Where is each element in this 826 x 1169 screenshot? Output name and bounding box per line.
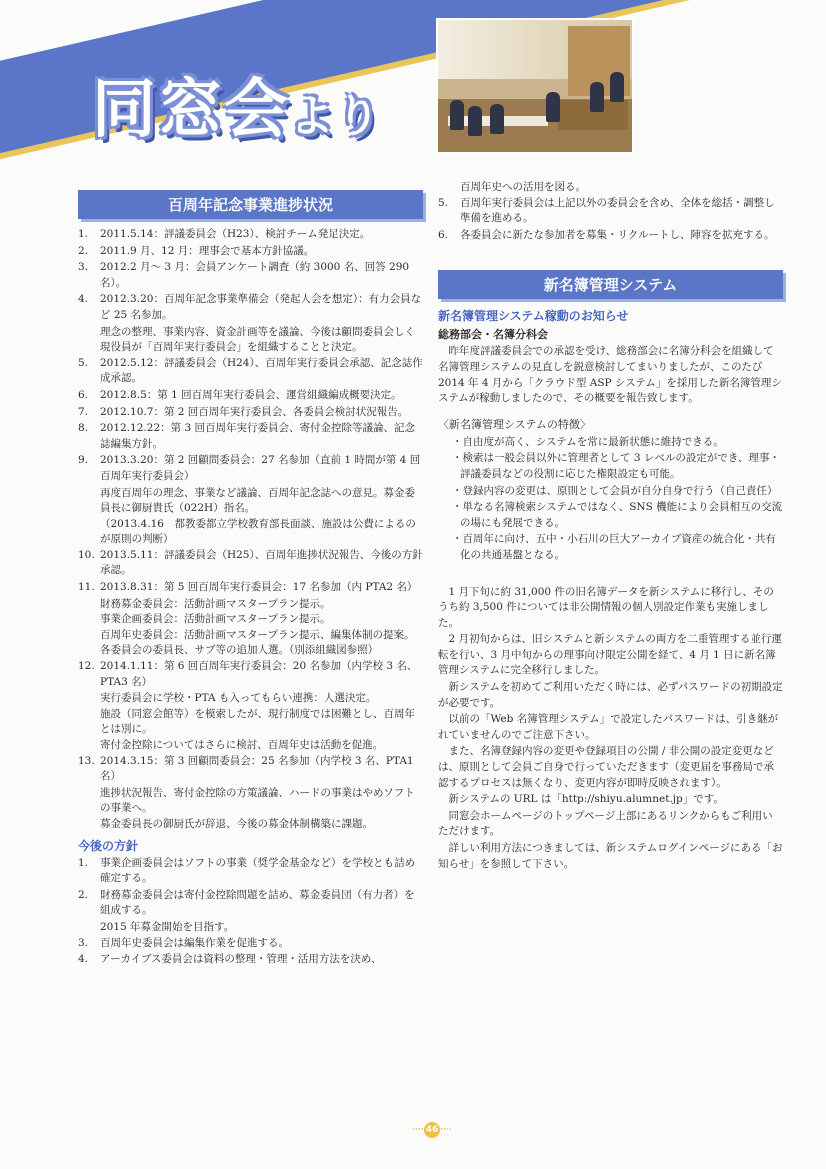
list-item-number: 10. [78,548,95,561]
feature-item: ・検索は一般会員以外に管理者として 3 レベルの設定ができ、理事・評議委員などの役割に応じた権限設定も可能。 [452,452,780,480]
note-line: 進捗状況報告、寄付金控除の方策議論、ハードの事業はやめソフトの事業へ。 [100,786,415,815]
policy-title: 今後の方針 [78,838,139,853]
note-line: 百周年史委員会：活動計画マスタープラン提示、編集体制の提案。 [100,628,415,641]
list-item-number: 2. [78,888,89,901]
list-item-text: 2012.10.7：第 2 回百周年実行委員会、各委員会検討状況報告。 [100,405,409,418]
body-paragraph: 新システムの URL は「http://shiyu.alumnet.jp」です。 [448,793,724,806]
list-item-text: 2012.2 月～ 3 月：会員アンケート調査（約 3000 名、回答 290 名）。 [100,261,410,289]
page-number: ···· 46 ···· [404,1122,460,1138]
policy-continuation: 百周年史への活用を図る。 [460,181,586,193]
list-item-text: 2012.5.12：評議委員会（H24）、百周年実行委員会承認、記念誌作成承認。 [100,356,423,385]
feature-item: ・百周年に向け、五中・小石川の巨大アーカイブ資産の統合化・共有化の共通基盤となる。 [452,533,776,561]
list-item [78,405,423,421]
progress-note-9b: （2013.4.16 都教委都立学校教育部長面談、施設は公費によるのが原則の判断） [100,517,416,546]
list-item [78,244,423,260]
list-item [78,388,423,404]
progress-list-4 [78,659,423,690]
list-item-number: 12. [78,660,95,673]
progress-list [78,227,423,324]
feature-item: ・登録内容の変更は、原則として会員が自分自身で行う（自己責任） [452,484,778,497]
list-item [78,453,423,484]
list-item [78,548,423,579]
note-line: 寄付金控除についてはさらに検討、百周年史は活動を促進。 [100,739,384,751]
list-item-text: 各委員会に新たな参加者を募集・リクルートし、陣容を拡充する。 [460,228,775,241]
note-line: 各委員会の委員長、サブ等の追加人選。（別添組織図参照） [100,644,379,657]
list-item-text: 2013.8.31：第 5 回百周年実行委員会：17 名参加（内 PTA2 名） [100,581,418,594]
list-item-number: 5. [78,356,89,369]
features-title: 〈新名簿管理システムの特徴〉 [438,417,591,431]
list-item-number: 2. [78,244,89,257]
list-item [78,421,423,452]
list-item [438,228,783,244]
body-paragraph: 新システムを初めてご利用いただく時には、必ずパスワードの初期設定が必要です。 [438,681,783,709]
list-item [78,659,423,690]
list-item-number: 1. [78,856,89,869]
list-item [78,580,423,596]
list-item-text: 2012.3.20：百周年記念事業準備会（発起人会を想定）：有力会員など 25 名参加。 [100,293,422,321]
feature-item: ・単なる名簿検索システムではなく、SNS 機能により会員相互の交流の場にも発展できる。 [452,501,783,529]
list-item-text: 2013.5.11：評議委員会（H25）、百周年進捗状況報告、今後の方針承認。 [100,548,423,577]
list-item-text: アーカイブス委員会は資料の整理・管理・活用方法を決め、 [100,953,382,966]
progress-list-3 [78,548,423,596]
list-item-number: 6. [78,388,89,401]
page-title [92,58,382,150]
list-item [78,292,423,323]
page-title-suffix: より [290,91,382,142]
list-item [78,888,423,919]
notice-title: 新名簿管理システム稼動のお知らせ [438,309,629,324]
left-column [78,190,423,969]
progress-note-9a: 再度百周年の理念、事業など議論、百周年記念誌への意見。募金委員長に御厨貴氏（022H）指名。 [100,486,415,515]
list-item-number: 1. [78,228,89,240]
body-paragraph: 1 月下旬に約 31,000 件の旧名簿データを新システムに移行し、そのうち約 3,500 件については非公開情報の個人別設定作業も実施しました。 [438,585,774,629]
page-title-main: 同窓会 [92,73,290,147]
body-paragraph: また、名簿登録内容の変更や登録項目の公開 / 非公開の設定変更などは、原則として会員ご自身で行っていただきます（変更届を事務局で承認するプロセスは無くなり、変更内容が即時反映されます）。 [438,745,774,789]
list-item [78,754,423,785]
right-column [438,180,783,873]
list-item-text: 2011.9 月、12 月：理事会で基本方針協議。 [100,244,315,257]
list-item-text: 2014.3.15：第 3 回顧問委員会：25 名参加（内学校 3 名、PTA1 名） [100,754,414,783]
list-item-text: 2011.5.14：評議委員会（H23）、検討チーム発足決定。 [100,228,371,240]
body-paragraph: 以前の「Web 名簿管理システム」で設定したパスワードは、引き継がれていませんのでご注意下さい。 [438,713,779,741]
body-paragraphs [438,585,783,873]
progress-note-4: 理念の整理、事業内容、資金計画等を議論、今後は顧問委員会しく現役員が「百周年実行委員会」を組織することと決定。 [100,325,415,354]
note-line: 施設（同窓会館等）を模索したが、現行制度では困難とし、百周年とは別に。 [100,707,415,736]
section-title-roster: 新名簿管理システム [438,270,783,299]
body-paragraph: 同窓会ホームページのトップページ上部にあるリンクからもご利用いただけます。 [438,809,773,838]
list-item [78,936,423,952]
features-list [438,435,783,564]
list-item-text: 2014.1.11：第 6 回百周年実行委員会：20 名参加（内学校 3 名、PTA3 名） [100,660,418,688]
note-line: 財務募金委員会：活動計画マスタープラン提示。 [100,597,331,610]
note-line: 実行委員会に学校・PTA も入ってもらい連携：人選決定。 [100,692,377,705]
list-item-number: 9. [78,454,89,467]
progress-list-2 [78,356,423,485]
list-item-text: 2013.3.20：第 2 回顧問委員会：27 名参加（直前 1 時間が第 4 回百周年実行委員会） [100,454,421,482]
list-item [78,356,423,387]
policy-note-2: 2015 年募金開始を目指す。 [100,920,235,933]
policy-list-continued [438,196,783,244]
note-line: 募金委員長の御厨氏が辞退、今後の募金体制構築に課題。 [100,817,373,830]
intro-paragraph: 昨年度評議委員会での承認を受け、総務部会に名簿分科会を組織して名簿管理システムの見直しを鋭意検討してまいりましたが、このたび 2014 年 4 月から「クラウド型 ASP システム」を採用した新名簿管理システムが稼動しましたので、その概要を報告致します。 [438,345,782,405]
list-item-number: 8. [78,422,89,435]
list-item-text: 百周年実行委員会は上記以外の委員会を含め、全体を総括・調整し準備を進める。 [460,196,775,225]
feature-item: ・自由度が高く、システムを常に最新状態に維持できる。 [452,435,724,448]
note-line: 事業企画委員会：活動計画マスタープラン提示。 [100,613,331,626]
list-item-text: 2012.8.5：第 1 回百周年実行委員会、運営組織編成概要決定。 [100,388,402,401]
section-title-centennial: 百周年記念事業進捗状況 [78,190,423,219]
list-item-text: 2012.12.22：第 3 回百周年実行委員会、寄付金控除等議論、記念誌編集方針。 [100,422,415,450]
list-item-number: 4. [78,293,89,306]
policy-list-2 [78,936,423,968]
body-paragraph: 詳しい利用方法につきましては、新システムログインページにある「お知らせ」を参照して下さい。 [438,842,783,870]
policy-list [78,856,423,919]
list-item-text: 財務募金委員会は寄付金控除問題を詰め、募金委員団（有力者）を組成する。 [100,888,415,917]
list-item-text: 事業企画委員会はソフトの事業（奨学金基金など）を学校とも詰め確定する。 [100,856,415,885]
list-item [438,196,783,227]
list-item-number: 6. [438,228,449,241]
list-item-number: 13. [78,754,95,767]
progress-list-5 [78,754,423,785]
list-item-number: 7. [78,405,89,418]
meeting-photo [436,18,634,154]
progress-note-11 [78,597,423,659]
list-item [78,856,423,887]
list-item-number: 3. [78,261,89,274]
progress-note-12 [78,691,423,753]
list-item-number: 4. [78,953,89,966]
progress-note-13 [78,786,423,833]
body-paragraph: 2 月初旬からは、旧システムと新システムの両方を二重管理する並行運転を行い、3 月中旬からの理事向け限定公開を経て、4 月 1 日に新名簿管理システムに完全移行しました。 [438,633,782,677]
department-name: 総務部会・名簿分科会 [438,328,548,342]
list-item-number: 5. [438,196,449,209]
list-item [78,260,423,291]
list-item-text: 百周年史委員会は編集作業を促進する。 [100,936,289,949]
list-item [78,227,423,243]
list-item-number: 11. [78,581,95,594]
list-item-number: 3. [78,936,89,949]
list-item [78,952,423,968]
